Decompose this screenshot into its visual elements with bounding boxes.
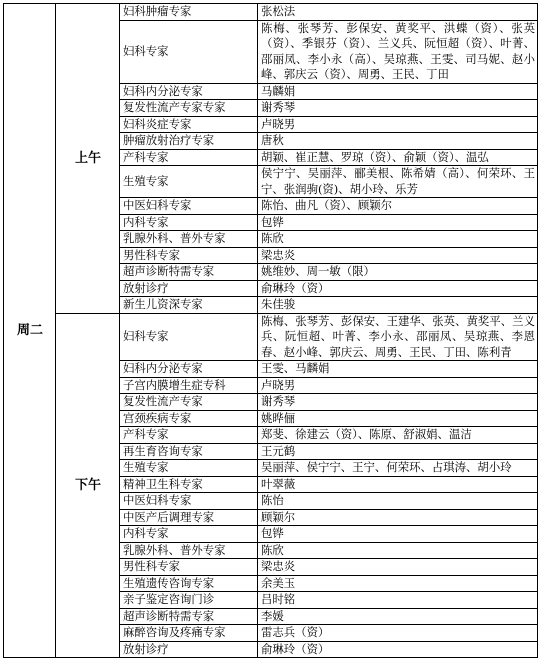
doctor-list: 马麟娟	[258, 83, 538, 100]
department-name: 妇科内分泌专家	[120, 361, 258, 378]
doctor-list: 梁忠炎	[258, 559, 538, 576]
department-name: 中医妇科专家	[120, 493, 258, 510]
doctor-list: 谢秀琴	[258, 394, 538, 411]
doctor-list: 余美玉	[258, 575, 538, 592]
department-name: 产科专家	[120, 427, 258, 444]
department-name: 乳腺外科、普外专家	[120, 542, 258, 559]
doctor-list: 陈梅、张琴芳、彭保安、王建华、张英、黄奖平、兰义兵、阮恒超、叶菁、李小永、邵丽凤、吴琼燕、李恩春、赵小峰、郭庆云、周勇、王民、丁田、陈利青	[258, 313, 538, 361]
period-label: 上午	[56, 4, 120, 314]
doctor-list: 雷志兵（资）	[258, 625, 538, 642]
doctor-list: 梁忠炎	[258, 247, 538, 264]
department-name: 超声诊断特需专家	[120, 264, 258, 281]
department-name: 中医产后调理专家	[120, 509, 258, 526]
department-name: 新生儿资深专家	[120, 297, 258, 314]
department-name: 复发性流产专家	[120, 394, 258, 411]
doctor-list: 吴丽萍、侯宁宁、王宁、何荣环、占琪涛、胡小玲	[258, 460, 538, 477]
department-name: 宫颈疾病专家	[120, 410, 258, 427]
doctor-list: 陈怡、曲凡（资）、顾颖尔	[258, 198, 538, 215]
doctor-list: 姚维妙、周一敏（限）	[258, 264, 538, 281]
schedule-body	[4, 4, 538, 658]
doctor-list: 叶翠薇	[258, 476, 538, 493]
department-name: 放射诊疗	[120, 280, 258, 297]
doctor-list: 李媛	[258, 608, 538, 625]
doctor-list: 卢晓男	[258, 377, 538, 394]
doctor-list: 胡颖、崔正慧、罗琼（资）、俞颖（资）、温弘	[258, 149, 538, 166]
table-row	[4, 313, 538, 361]
doctor-list: 包铧	[258, 526, 538, 543]
doctor-list: 顾颖尔	[258, 509, 538, 526]
department-name: 麻醉咨询及疼痛专家	[120, 625, 258, 642]
department-name: 妇科肿瘤专家	[120, 4, 258, 21]
department-name: 中医妇科专家	[120, 198, 258, 215]
day-label: 周二	[4, 4, 56, 658]
doctor-list: 张松法	[258, 4, 538, 21]
doctor-list: 侯宁宁、吴丽萍、郦美根、陈希婧（高）、何荣环、王宁、张润驹(资)、胡小玲、乐芳	[258, 166, 538, 198]
department-name: 妇科内分泌专家	[120, 83, 258, 100]
doctor-list: 俞琳玲（资）	[258, 280, 538, 297]
doctor-list: 谢秀琴	[258, 100, 538, 117]
department-name: 再生育咨询专家	[120, 443, 258, 460]
department-name: 乳腺外科、普外专家	[120, 231, 258, 248]
department-name: 生殖专家	[120, 460, 258, 477]
department-name: 产科专家	[120, 149, 258, 166]
department-name: 内科专家	[120, 526, 258, 543]
doctor-list: 王雯、马麟娟	[258, 361, 538, 378]
department-name: 内科专家	[120, 214, 258, 231]
department-name: 亲子鉴定咨询门诊	[120, 592, 258, 609]
department-name: 生殖专家	[120, 166, 258, 198]
department-name: 放射诊疗	[120, 641, 258, 658]
department-name: 复发性流产专家专家	[120, 100, 258, 117]
doctor-list: 唐秋	[258, 133, 538, 150]
doctor-list: 陈欣	[258, 542, 538, 559]
department-name: 男性科专家	[120, 247, 258, 264]
doctor-list: 吕时铭	[258, 592, 538, 609]
doctor-list: 姚晔俪	[258, 410, 538, 427]
department-name: 肿瘤放射治疗专家	[120, 133, 258, 150]
doctor-list: 包铧	[258, 214, 538, 231]
department-name: 妇科炎症专家	[120, 116, 258, 133]
department-name: 生殖遗传咨询专家	[120, 575, 258, 592]
doctor-list: 朱佳骏	[258, 297, 538, 314]
doctor-list: 陈欣	[258, 231, 538, 248]
department-name: 子宫内膜增生症专科	[120, 377, 258, 394]
period-label: 下午	[56, 313, 120, 658]
department-name: 精神卫生科专家	[120, 476, 258, 493]
doctor-list: 王元鹤	[258, 443, 538, 460]
department-name: 男性科专家	[120, 559, 258, 576]
doctor-list: 俞琳玲（资）	[258, 641, 538, 658]
department-name: 妇科专家	[120, 20, 258, 83]
department-name: 超声诊断特需专家	[120, 608, 258, 625]
table-row	[4, 4, 538, 21]
doctor-list: 陈怡	[258, 493, 538, 510]
department-name: 妇科专家	[120, 313, 258, 361]
doctor-list: 陈梅、张琴芳、彭保安、黄奖平、洪蝶（资）、张英（资）、季银芬（资）、兰义兵、阮恒超（资）、叶菁、邵丽凤、李小永（高）、吴琼燕、王雯、司马妮、赵小峰、郭庆云（资）、周勇、王民、丁田	[258, 20, 538, 83]
doctor-list: 郑斐、徐建云（资）、陈原、舒淑娟、温洁	[258, 427, 538, 444]
clinic-schedule-table	[3, 3, 538, 658]
doctor-list: 卢晓男	[258, 116, 538, 133]
